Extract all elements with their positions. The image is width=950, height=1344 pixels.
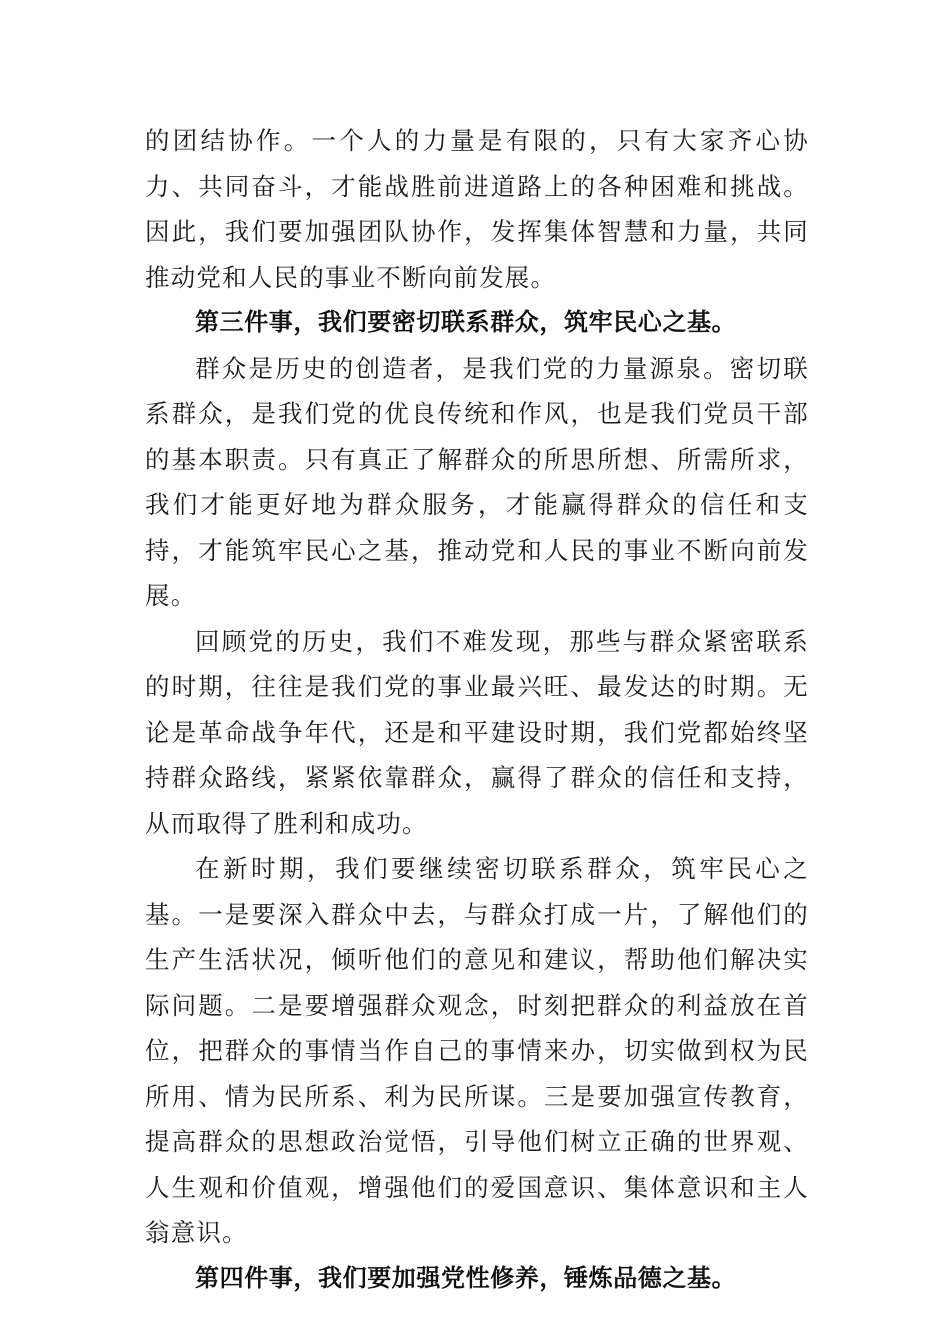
paragraph-new-era-tasks: 在新时期，我们要继续密切联系群众，筑牢民心之基。一是要深入群众中去，与群众打成一片，了解他们的生产生活状况，倾听他们的意见和建议，帮助他们解决实际问题。二是要增强群众观念，时刻把群众的利益放在首位，把群众的事情当作自己的事情来办，切实做到权为民所用、情为民所系、利为民所谋。三是要加强宣传教育，提高群众的思想政治觉悟，引导他们树立正确的世界观、人生观和价值观，增强他们的爱国意识、集体意识和主人翁意识。 — [145, 854, 809, 1247]
section-heading-third: 第三件事，我们要密切联系群众，筑牢民心之基。 — [195, 308, 737, 336]
document-body — [145, 118, 809, 1301]
section-heading-fourth: 第四件事，我们要加强党性修养，锤炼品德之基。 — [195, 1263, 737, 1292]
paragraph-party-history: 回顾党的历史，我们不难发现，那些与群众紧密联系的时期，往往是我们党的事业最兴旺、最发达的时期。无论是革命战争年代，还是和平建设时期，我们党都始终坚持群众路线，紧紧依靠群众，赢得了群众的信任和支持，从而取得了胜利和成功。 — [145, 626, 809, 838]
paragraph-masses-source: 群众是历史的创造者，是我们党的力量源泉。密切联系群众，是我们党的优良传统和作风，也是我们党员干部的基本职责。只有真正了解群众的所思所想、所需所求，我们才能更好地为群众服务，才能赢得群众的信任和支持，才能筑牢民心之基，推动党和人民的事业不断向前发展。 — [145, 353, 809, 610]
paragraph-team-collaboration: 的团结协作。一个人的力量是有限的，只有大家齐心协力、共同奋斗，才能战胜前进道路上的各种困难和挑战。因此，我们要加强团队协作，发挥集体智慧和力量，共同推动党和人民的事业不断向前发展。 — [145, 126, 809, 292]
